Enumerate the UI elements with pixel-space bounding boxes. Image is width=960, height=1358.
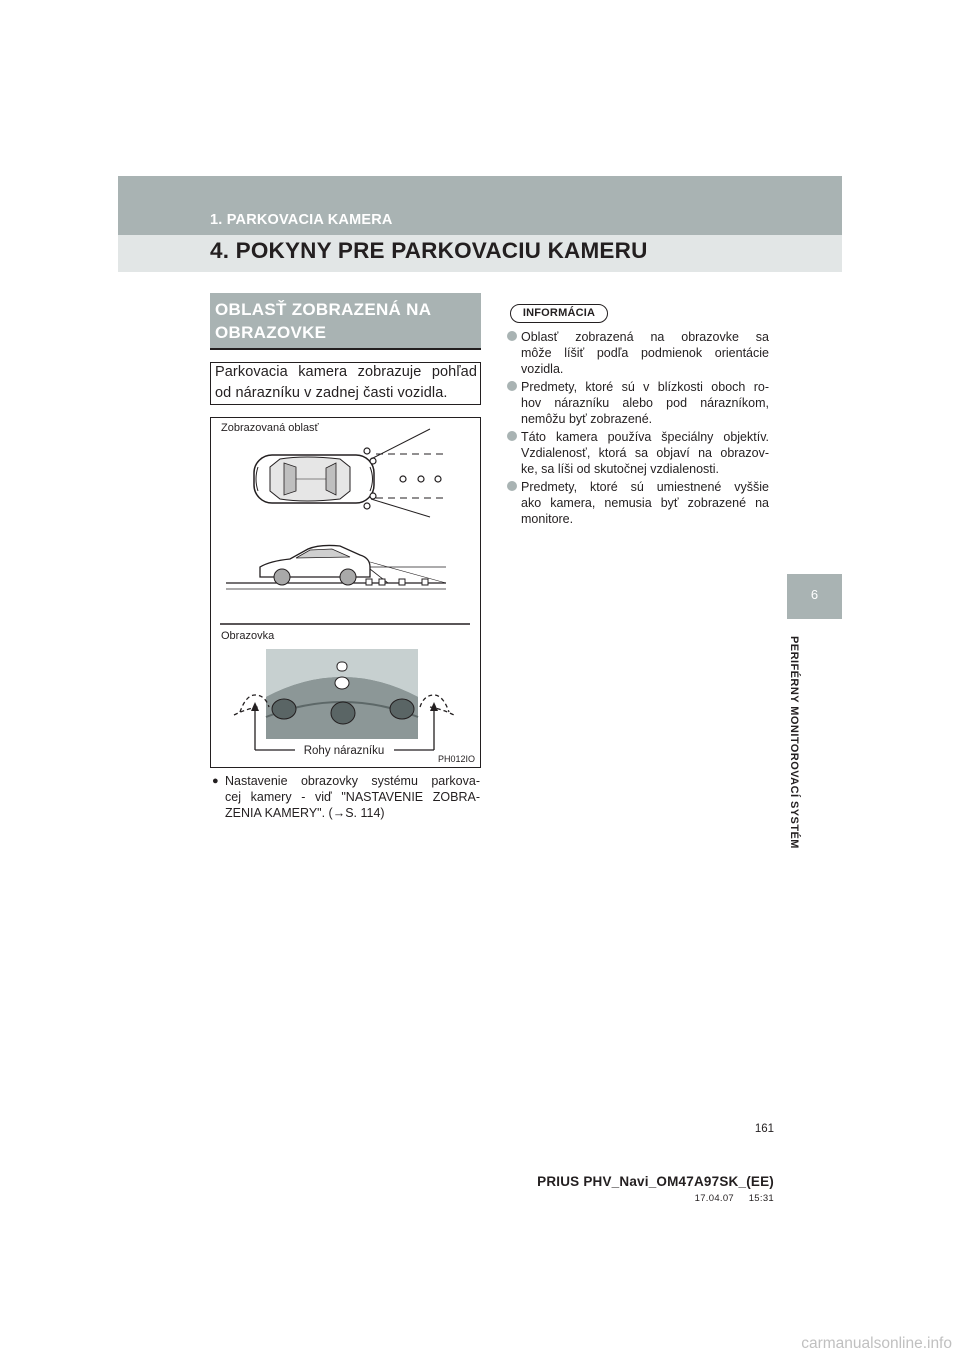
- info-line: hov nárazníku alebo pod nárazníkom,: [521, 396, 769, 410]
- info-line: vozidla.: [521, 362, 564, 376]
- car-top-view: [254, 455, 374, 503]
- section-heading-line2: OBRAZOVKE: [215, 323, 327, 342]
- label-bumper-corners: Rohy nárazníku: [303, 745, 385, 757]
- info-line: ke, sa líši od skutočnej vzdialenosti.: [521, 462, 720, 476]
- info-line: Táto kamera používa špeciálny objektív.: [521, 430, 769, 444]
- page-number: 161: [754, 1123, 774, 1135]
- section-label: 1. PARKOVACIA KAMERA: [210, 212, 393, 228]
- car-side-view: [226, 545, 446, 589]
- info-line: Vzdialenosť, ktorá sa objaví na obrazov-: [521, 446, 769, 460]
- label-display-area: Zobrazovaná oblasť: [221, 422, 319, 434]
- section-heading-line1: OBLASŤ ZOBRAZENÁ NA: [215, 300, 432, 319]
- info-line: ako kamera, nemusia byť zobrazené na: [521, 496, 769, 510]
- corner-arrow-left: [251, 702, 259, 711]
- info-line: môže líšiť podľa podmienok orientácie: [521, 346, 769, 360]
- note-text: [225, 773, 480, 821]
- info-badge-label: INFORMÁCIA: [522, 307, 596, 319]
- footer-document-id: PRIUS PHV_Navi_OM47A97SK_(EE): [537, 1174, 774, 1189]
- chapter-number: 6: [810, 587, 819, 602]
- info-text: [521, 379, 769, 427]
- camera-screen: [266, 649, 418, 739]
- intro-line1: Parkovacia kamera zobrazuje pohľad: [215, 364, 477, 380]
- note-line1: Nastavenie obrazovky systému parkova-: [225, 774, 480, 788]
- info-bullet-icon: [507, 481, 517, 491]
- note-line2: cej kamery - viď "NASTAVENIE ZOBRA-: [225, 790, 480, 804]
- info-text: [521, 329, 769, 377]
- section-heading-rule: [210, 348, 481, 350]
- info-bullet-icon: [507, 331, 517, 341]
- page-title: 4. POKYNY PRE PARKOVACIU KAMERU: [210, 238, 648, 263]
- info-bullet-icon: [507, 381, 517, 391]
- diagram-code: PH012IO: [437, 754, 475, 764]
- chapter-side-title-wrap: [780, 636, 800, 856]
- watermark: carmanualsonline.info: [801, 1335, 952, 1352]
- view-area-lines: [371, 429, 446, 517]
- note-line3: ZENIA KAMERY". (→S. 114): [225, 806, 385, 820]
- camera-diagram-svg: [210, 417, 481, 768]
- info-line: Oblasť zobrazená na obrazovke sa: [521, 330, 769, 344]
- info-line: Predmety, ktoré sú v blízkosti oboch ro-: [521, 380, 769, 394]
- info-text: [521, 429, 769, 477]
- chapter-side-title: PERIFÉRNY MONITOROVACÍ SYSTÉM: [788, 636, 800, 849]
- info-line: monitore.: [521, 512, 574, 526]
- info-line: Predmety, ktoré sú umiestnené vyššie: [521, 480, 769, 494]
- label-screen: Obrazovka: [221, 630, 275, 642]
- note-bullet: ●: [212, 775, 219, 787]
- intro-text: [215, 362, 477, 404]
- info-line: nemôžu byť zobrazené.: [521, 412, 653, 426]
- footer-timestamp: 17.04.07 15:31: [694, 1193, 774, 1204]
- corner-arrow-right: [430, 702, 438, 711]
- camera-diagram: [210, 417, 481, 768]
- section-heading: [215, 298, 477, 344]
- info-text: [521, 479, 769, 527]
- intro-line2: od nárazníku v zadnej časti vozidla.: [215, 385, 448, 401]
- info-bullet-icon: [507, 431, 517, 441]
